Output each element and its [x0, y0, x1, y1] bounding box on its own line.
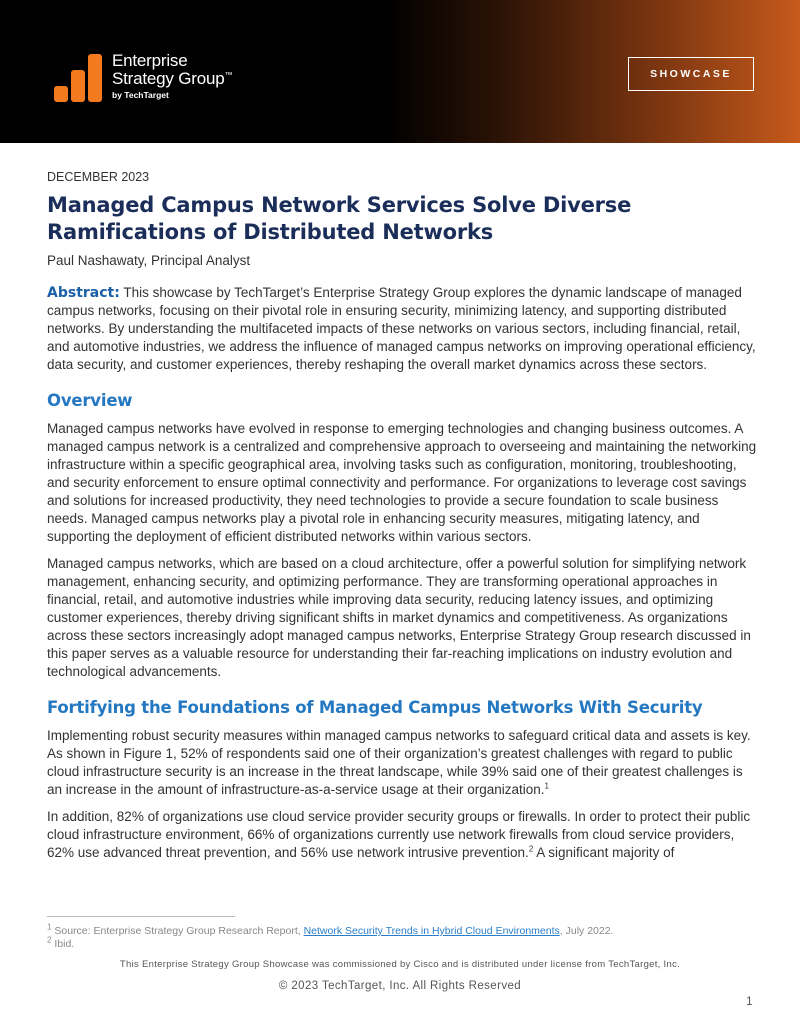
security-heading: Fortifying the Foundations of Managed Campus Networks With Security [47, 698, 703, 717]
overview-paragraph-2: Managed campus networks, which are based on a cloud architecture, offer a powerful solution for simplifying network management, enhancing security, and optimizing performance. They are transforming operational approaches in financial, retail, and automotive industries while improving data security, reducing latency issues, and optimizing customer experiences, thereby driving significant shifts in market dynamics and competitiveness. As organizations across these sectors increasingly adopt managed campus networks, Enterprise Strategy Group research discussed in this paper serves as a valuable resource for understanding their far-reaching implications on industry evolution and technological advancements. [47, 556, 751, 679]
overview-heading: Overview [47, 391, 133, 410]
footnote-1-prefix: Source: Enterprise Strategy Group Research Report, [51, 925, 304, 937]
commission-notice: This Enterprise Strategy Group Showcase was commissioned by Cisco and is distributed under license from TechTarget, Inc. [119, 959, 681, 970]
abstract-paragraph [47, 284, 757, 374]
security-paragraph-1-text: Implementing robust security measures within managed campus networks to safeguard critical data and assets is key. As shown in Figure 1, 52% of respondents said one of their organization’s greatest challenges with regard to public cloud infrastructure security is an increase in the threat landscape, while 39% said one of their greatest challenges is an increase in the amount of infrastructure-as-a-service usage at their organization. [47, 728, 751, 797]
footnote-ref-2[interactable]: 2 [528, 844, 534, 854]
security-paragraph-1 [47, 727, 757, 799]
trademark-symbol: ™ [224, 70, 233, 80]
author-byline: Paul Nashawaty, Principal Analyst [47, 253, 251, 268]
showcase-badge: SHOWCASE [628, 57, 754, 91]
publication-date: DECEMBER 2023 [47, 170, 150, 184]
logo-line-by-techtarget: by TechTarget [112, 90, 169, 100]
abstract-text: This showcase by TechTarget’s Enterprise Strategy Group explores the dynamic landscape of managed campus networks, focusing on their pivotal role in ensuring security, minimizing latency, and supporting distributed networks. By understanding the multifaceted impacts of these networks on various sectors, including financial, retail, and automotive industries, we address the influence of managed campus networks on improving operational efficiency, data security, and customer experiences, thereby reshaping the overall market dynamics across these sectors. [47, 285, 756, 372]
logo-bar [88, 54, 102, 102]
footnote-2-number: 2 [47, 935, 52, 945]
footnotes [47, 922, 614, 951]
logo-bars-icon [54, 52, 104, 102]
footnote-1-number: 1 [47, 922, 52, 932]
document-body [47, 170, 757, 871]
security-paragraph-2 [47, 808, 757, 862]
footnote-1-suffix: , July 2022. [559, 925, 614, 937]
logo-wordmark [112, 52, 232, 100]
footnote-2 [47, 935, 613, 951]
document-title: Managed Campus Network Services Solve Diverse Ramifications of Distributed Networks [47, 193, 632, 244]
footnote-2-text: Ibid. [51, 938, 75, 950]
footnote-1 [47, 922, 614, 938]
security-paragraph-2-text: In addition, 82% of organizations use cloud service provider security groups or firewalls. In order to protect their public cloud infrastructure environment, 66% of organizations currently use network firewalls from cloud service providers, 62% use advanced threat prevention, and 56% use network intrusive prevention. [47, 809, 751, 860]
page-number: 1 [746, 994, 753, 1008]
logo-bar [71, 70, 85, 102]
footnote-1-report-link[interactable]: Network Security Trends in Hybrid Cloud Environments [303, 925, 560, 937]
abstract-label: Abstract: [47, 285, 120, 301]
security-paragraph-2-continuation: A significant majority of [533, 845, 675, 860]
footnote-ref-1[interactable]: 1 [544, 781, 549, 791]
logo-line-strategy-group [112, 70, 232, 88]
overview-paragraph-1: Managed campus networks have evolved in response to emerging technologies and changing business outcomes. A managed campus network is a centralized and comprehensive approach to overseeing and maintaining the networking infrastructure within a specific geographical area, involving tasks such as configuration, monitoring, troubleshooting, and security enforcement to ensure optimal connectivity and performance. For organizations to leverage cost savings and solutions for increased productivity, they need technologies to provide a secure foundation to scale business needs. Managed campus networks play a pivotal role in enhancing security measures, mitigating latency, and supporting the deployment of efficient distributed networks within various sectors. [47, 421, 757, 544]
logo-strategy-group-text: Strategy Group [112, 69, 225, 88]
footnote-divider [47, 916, 235, 917]
logo-bar [54, 86, 68, 102]
logo-line-enterprise: Enterprise [112, 51, 188, 70]
header-banner [0, 0, 800, 143]
copyright-notice: © 2023 TechTarget, Inc. All Rights Reserved [278, 980, 522, 992]
